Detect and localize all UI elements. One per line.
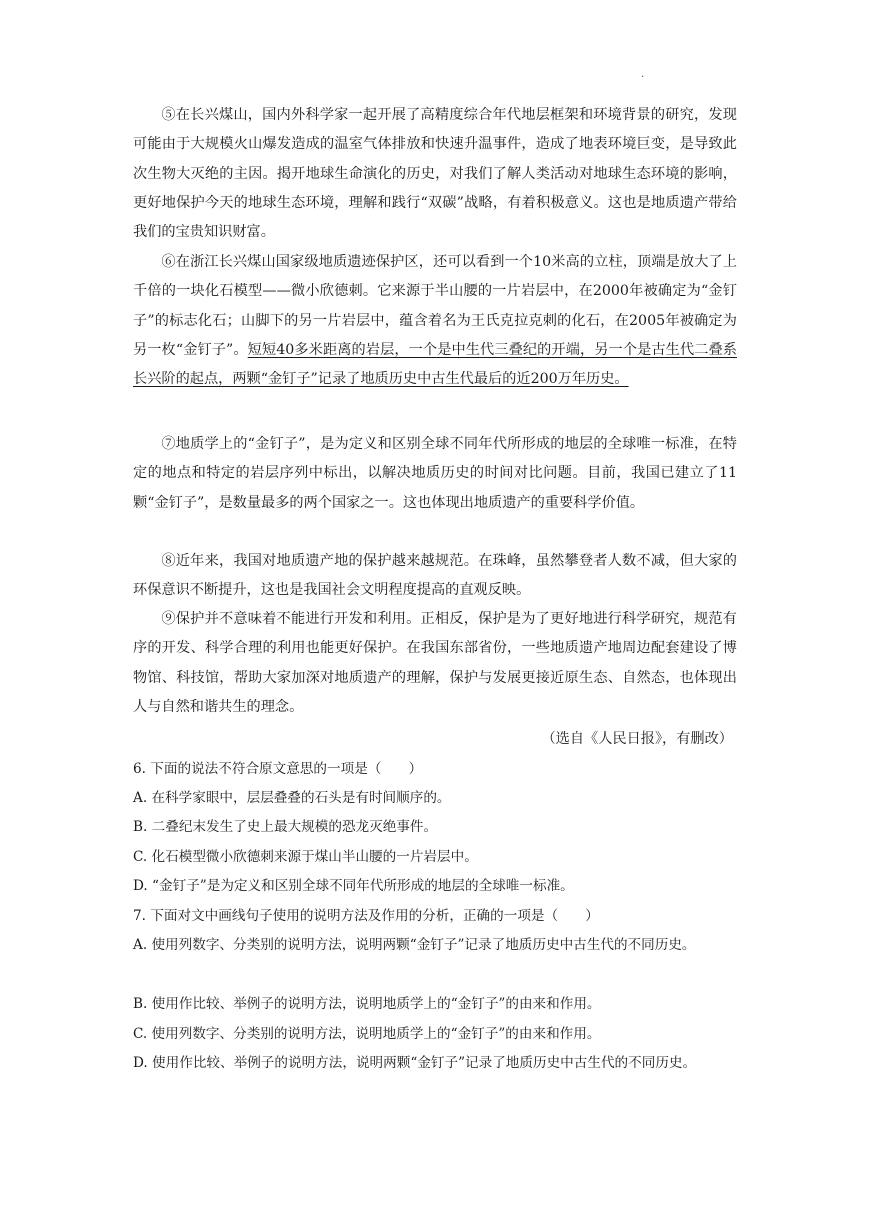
question-7-option-a: A. 使用列数字、分类别的说明方法，说明两颗“金钉子”记录了地质历史中古生代的不同历史。 [133,937,696,953]
paragraph-7: ⑦地质学上的“金钉子”，是为定义和区别全球不同年代所形成的地层的全球唯一标准，在特定的地点和特定的岩层序列中标出，以解决地质历史的时间对比问题。目前，我国已建立了11颗“金钉子”，是数量最多的两个国家之一。这也体现出地质遗产的重要科学价值。 [133,436,737,511]
source-attribution: （选自《人民日报》，有删改） [541,731,733,747]
question-6-option-a: A. 在科学家眼中，层层叠叠的石头是有时间顺序的。 [133,790,451,806]
question-6-option-c: C. 化石模型微小欣德刺来源于煤山半山腰的一片岩层中。 [133,849,478,865]
top-dot: · [641,72,645,83]
question-6-option-b: B. 二叠纪末发生了史上最大规模的恐龙灭绝事件。 [133,819,438,835]
paragraph-5: ⑤在长兴煤山，国内外科学家一起开展了高精度综合年代地层框架和环境背景的研究，发现可能由于大规模火山爆发造成的温室气体排放和快速升温事件，造成了地表环境巨变，是导致此次生物大灭绝的主因。揭开地球生命演化的历史，对我们了解人类活动对地球生态环境的影响，更好地保护今天的地球生态环境，理解和践行“双碳”战略，有着积极意义。这也是地质遗产带给我们的宝贵知识财富。 [133,107,737,241]
underlined-sentence: 短短40多米距离的岩层，一个是中生代三叠纪的开端，另一个是古生代二叠系长兴阶的起点，两颗“金钉子”记录了地质历史中古生代最后的近200万年历史。 [133,341,737,388]
question-7-stem: 7. 下面对文中画线句子使用的说明方法及作用的分析，正确的一项是（ ） [133,908,599,924]
question-6-option-d: D. “金钉子”是为定义和区别全球不同年代所形成的地层的全球唯一标准。 [133,878,574,894]
question-7-option-b: B. 使用作比较、举例子的说明方法，说明地质学上的“金钉子”的由来和作用。 [133,996,601,1012]
paragraph-6 [133,248,737,394]
question-7-option-d: D. 使用作比较、举例子的说明方法，说明两颗“金钉子”记录了地质历史中古生代的不同历史。 [133,1055,697,1071]
paragraph-6-text: ⑥在浙江长兴煤山国家级地质遗迹保护区，还可以看到一个10米高的立柱，顶端是放大了上千倍的一块化石模型——微小欣德刺。它来源于半山腰的一片岩层中，在2000年被确定为“金钉子”的标志化石；山脚下的另一片岩层中，蕴含着名为王氏克拉克刺的化石，在2005年被确定为另一枚“金钉子”。 [133,254,737,358]
question-7-option-c: C. 使用列数字、分类别的说明方法，说明地质学上的“金钉子”的由来和作用。 [133,1026,601,1042]
question-6-stem: 6. 下面的说法不符合原文意思的一项是（ ） [133,761,423,777]
paragraph-9: ⑨保护并不意味着不能进行开发和利用。正相反，保护是为了更好地进行科学研究，规范有序的开发、科学合理的利用也能更好保护。在我国东部省份，一些地质遗产地周边配套建设了博物馆、科技馆，帮助大家加深对地质遗产的理解，保护与发展更接近原生态、自然态，也体现出人与自然和谐共生的理念。 [133,611,737,715]
paragraph-8: ⑧近年来，我国对地质遗产地的保护越来越规范。在珠峰，虽然攀登者人数不减，但大家的环保意识不断提升，这也是我国社会文明程度提高的直观反映。 [133,553,737,599]
